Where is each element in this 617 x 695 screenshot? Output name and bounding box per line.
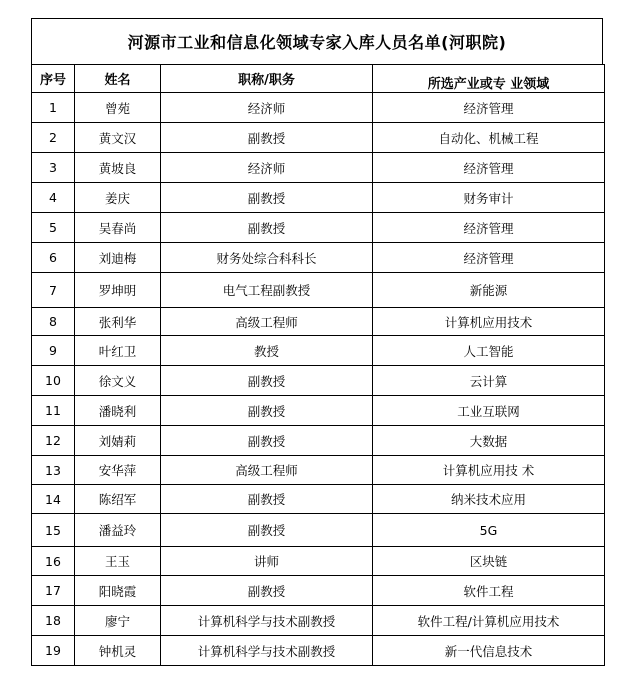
row-title: 高级工程师 (161, 308, 373, 336)
row-no: 9 (32, 336, 75, 366)
table-row (32, 336, 605, 366)
row-field: 经济管理 (373, 243, 605, 273)
row-field: 5G (373, 514, 605, 547)
row-no: 10 (32, 366, 75, 396)
table-row (32, 485, 605, 514)
row-no: 2 (32, 123, 75, 153)
row-title: 财务处综合科科长 (161, 243, 373, 273)
row-name: 刘婧莉 (75, 426, 161, 456)
table-row (32, 606, 605, 636)
row-field: 自动化、机械工程 (373, 123, 605, 153)
row-name: 刘迪梅 (75, 243, 161, 273)
row-field: 经济管理 (373, 153, 605, 183)
row-name: 廖宁 (75, 606, 161, 636)
table-row (32, 213, 605, 243)
row-title: 教授 (161, 336, 373, 366)
row-field: 纳米技术应用 (373, 485, 605, 514)
row-no: 6 (32, 243, 75, 273)
row-title: 计算机科学与技术副教授 (161, 636, 373, 666)
row-field: 软件工程 (373, 576, 605, 606)
row-title: 副教授 (161, 514, 373, 547)
row-name: 黄坡良 (75, 153, 161, 183)
row-no: 1 (32, 93, 75, 123)
table-row (32, 636, 605, 666)
row-title: 计算机科学与技术副教授 (161, 606, 373, 636)
row-title: 讲师 (161, 547, 373, 576)
row-no: 8 (32, 308, 75, 336)
row-field: 人工智能 (373, 336, 605, 366)
expert-table (31, 64, 605, 666)
row-no: 19 (32, 636, 75, 666)
header-title: 职称/职务 (161, 65, 373, 93)
row-no: 3 (32, 153, 75, 183)
table-row (32, 153, 605, 183)
header-row (32, 65, 605, 93)
row-title: 副教授 (161, 213, 373, 243)
header-no: 序号 (32, 65, 75, 93)
row-title: 副教授 (161, 183, 373, 213)
row-no: 17 (32, 576, 75, 606)
row-title: 副教授 (161, 426, 373, 456)
row-name: 叶红卫 (75, 336, 161, 366)
table-row (32, 183, 605, 213)
header-name: 姓名 (75, 65, 161, 93)
row-title: 电气工程副教授 (161, 273, 373, 308)
row-no: 12 (32, 426, 75, 456)
row-no: 7 (32, 273, 75, 308)
row-field: 区块链 (373, 547, 605, 576)
table-row (32, 123, 605, 153)
table-row (32, 426, 605, 456)
row-no: 16 (32, 547, 75, 576)
row-name: 潘晓利 (75, 396, 161, 426)
document-title: 河源市工业和信息化领域专家入库人员名单(河职院) (127, 33, 507, 52)
row-no: 5 (32, 213, 75, 243)
row-field: 经济管理 (373, 213, 605, 243)
row-title: 副教授 (161, 366, 373, 396)
table-row (32, 456, 605, 485)
row-name: 徐文义 (75, 366, 161, 396)
row-field: 新一代信息技术 (373, 636, 605, 666)
row-name: 吴春尚 (75, 213, 161, 243)
row-field: 大数据 (373, 426, 605, 456)
row-title: 高级工程师 (161, 456, 373, 485)
row-no: 4 (32, 183, 75, 213)
table-row (32, 273, 605, 308)
row-field: 财务审计 (373, 183, 605, 213)
row-title: 经济师 (161, 153, 373, 183)
row-field: 经济管理 (373, 93, 605, 123)
row-title: 副教授 (161, 123, 373, 153)
row-name: 安华萍 (75, 456, 161, 485)
table-row (32, 93, 605, 123)
row-title: 副教授 (161, 396, 373, 426)
table-row (32, 243, 605, 273)
row-name: 黄文汉 (75, 123, 161, 153)
row-no: 18 (32, 606, 75, 636)
row-name: 姜庆 (75, 183, 161, 213)
row-field: 计算机应用技术 (373, 308, 605, 336)
row-title: 副教授 (161, 485, 373, 514)
row-name: 钟机灵 (75, 636, 161, 666)
table-row (32, 576, 605, 606)
row-name: 罗坤明 (75, 273, 161, 308)
row-no: 14 (32, 485, 75, 514)
row-title: 副教授 (161, 576, 373, 606)
table-row (32, 308, 605, 336)
row-field: 新能源 (373, 273, 605, 308)
table-row (32, 366, 605, 396)
table-row (32, 514, 605, 547)
row-field: 软件工程/计算机应用技术 (373, 606, 605, 636)
table-row (32, 547, 605, 576)
row-title: 经济师 (161, 93, 373, 123)
row-name: 潘益玲 (75, 514, 161, 547)
row-name: 阳晓霞 (75, 576, 161, 606)
row-name: 王玉 (75, 547, 161, 576)
row-name: 陈绍军 (75, 485, 161, 514)
row-name: 张利华 (75, 308, 161, 336)
row-no: 11 (32, 396, 75, 426)
row-field: 计算机应用技 术 (373, 456, 605, 485)
table-row (32, 396, 605, 426)
row-no: 13 (32, 456, 75, 485)
row-no: 15 (32, 514, 75, 547)
row-field: 工业互联网 (373, 396, 605, 426)
row-field: 云计算 (373, 366, 605, 396)
header-field: 所选产业或专 业领域 (373, 65, 605, 93)
row-name: 曾苑 (75, 93, 161, 123)
